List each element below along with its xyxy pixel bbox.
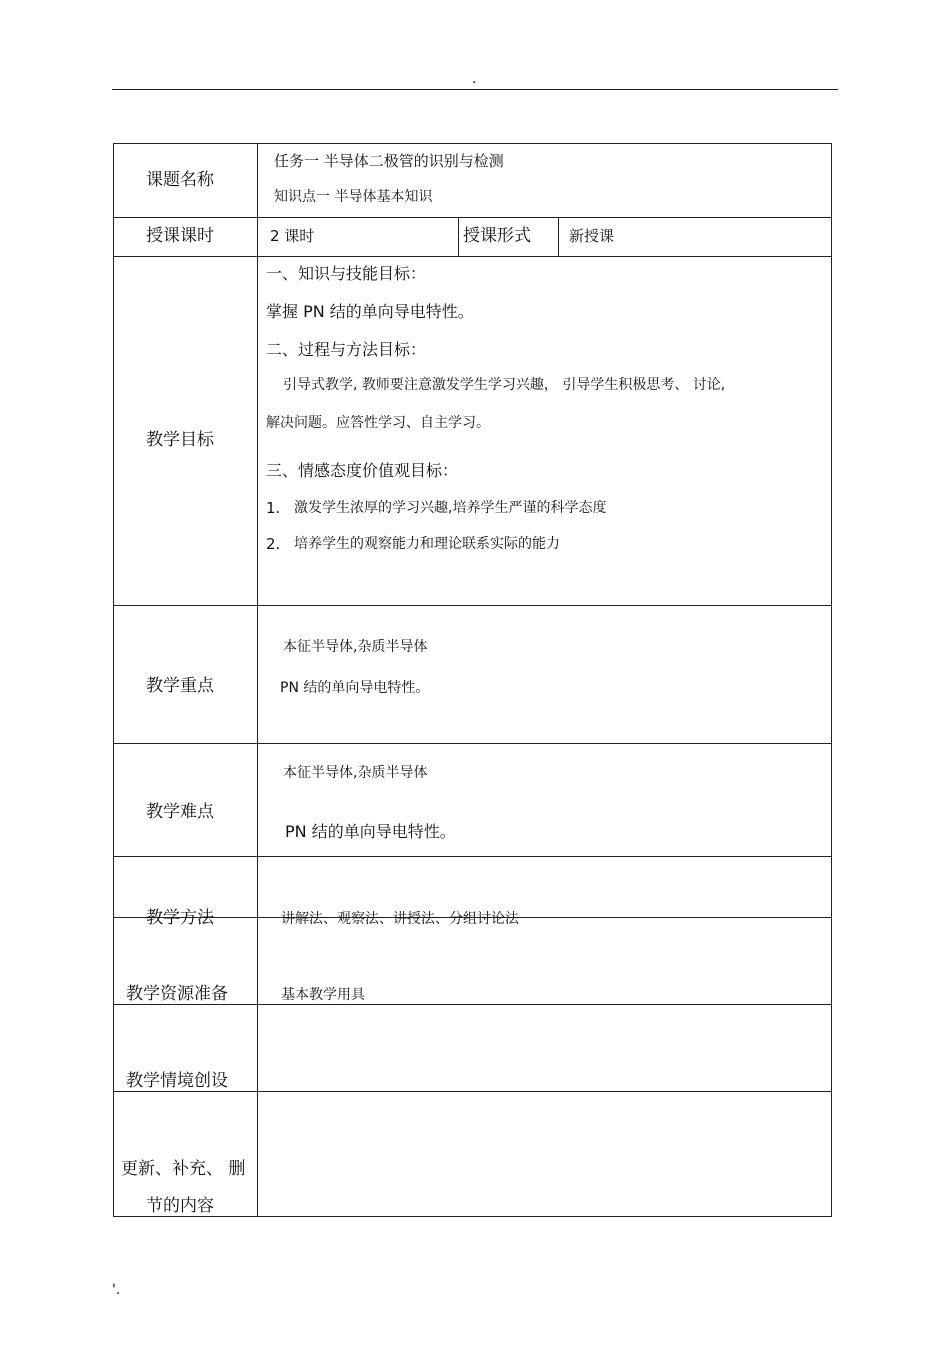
scenario-label: 教学情境创设 [126, 1071, 228, 1091]
goals-heading-3: 三、情感态度价值观目标： [266, 461, 459, 480]
header-dot: . [472, 71, 477, 87]
resources-value: 基本教学用具 [281, 987, 365, 1003]
goals-text-2b: 解决问题。应答性学习、自主学习。 [266, 415, 490, 431]
key-points-line-1: 本征半导体,杂质半导体 [283, 639, 428, 655]
difficult-points-line-1: 本征半导体,杂质半导体 [283, 765, 428, 781]
update-label-line-1: 更新、补充、 删 [121, 1159, 246, 1179]
hours-label: 授课课时 [146, 226, 214, 246]
goals-item-1-number: 1. [266, 499, 281, 517]
topic-label: 课题名称 [146, 170, 214, 190]
key-points-line-2: PN 结的单向导电特性。 [280, 680, 430, 696]
key-points-label: 教学重点 [146, 676, 214, 696]
method-label: 教学方法 [146, 908, 214, 928]
goals-item-2-number: 2. [266, 535, 281, 553]
topic-task: 任务一 半导体二极管的识别与检测 [274, 152, 504, 170]
difficult-points-label: 教学难点 [146, 802, 214, 822]
topic-knowledge-point: 知识点一 半导体基本知识 [274, 189, 433, 205]
form-value: 新授课 [569, 227, 615, 245]
goals-item-2: 培养学生的观察能力和理论联系实际的能力 [294, 536, 560, 552]
goals-label: 教学目标 [146, 430, 214, 450]
goals-heading-1: 一、知识与技能目标： [266, 264, 427, 283]
footer-mark: '. [112, 1282, 121, 1298]
resources-label: 教学资源准备 [126, 984, 228, 1004]
difficult-points-line-2: PN 结的单向导电特性。 [285, 822, 456, 841]
form-label: 授课形式 [463, 226, 531, 246]
goals-text-1: 掌握 PN 结的单向导电特性。 [266, 302, 474, 321]
hours-value: 2 课时 [270, 227, 315, 245]
method-value: 讲解法、观察法、讲授法、分组讨论法 [281, 911, 519, 927]
goals-item-1: 激发学生浓厚的学习兴趣,培养学生严谨的科学态度 [294, 500, 607, 516]
goals-text-2a: 引导式教学, 教师要注意激发学生学习兴趣， 引导学生积极思考、 讨论, [283, 377, 726, 393]
update-label-line-2: 节的内容 [146, 1196, 214, 1216]
goals-heading-2: 二、过程与方法目标： [266, 340, 427, 359]
